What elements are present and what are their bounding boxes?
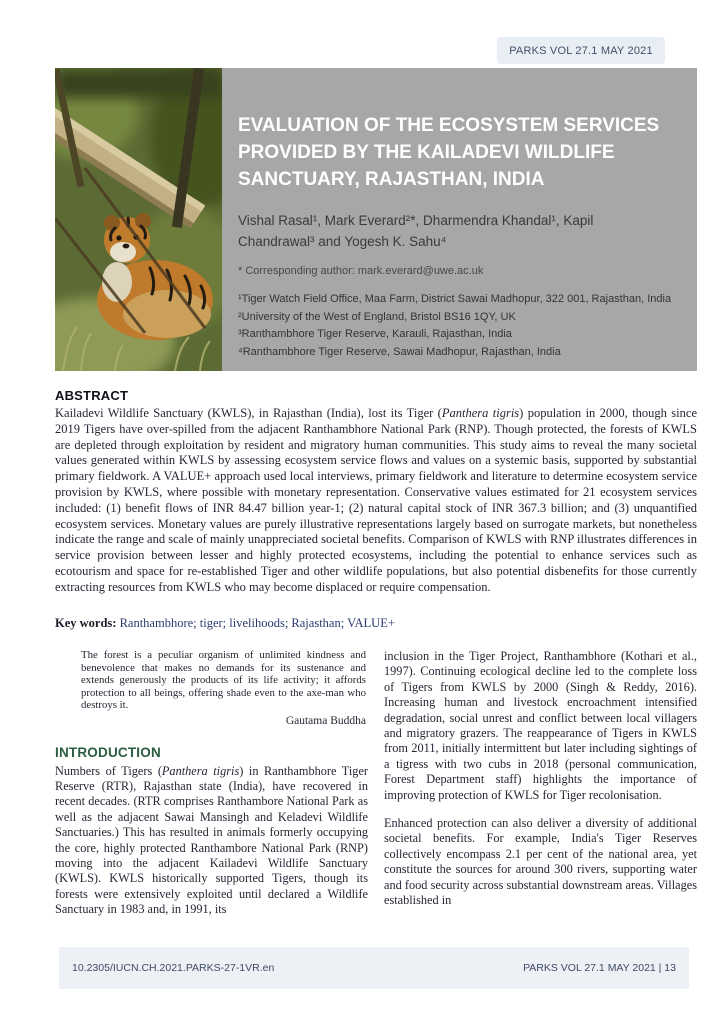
keywords-value: Ranthambhore; tiger; livelihoods; Rajasthan; VALUE+ <box>116 616 395 630</box>
keywords-line <box>55 616 697 631</box>
tiger-photo <box>55 68 222 371</box>
keywords-label: Key words: <box>55 616 117 630</box>
intro-p1-part1: Numbers of Tigers ( <box>55 763 162 778</box>
affiliation-2: ²University of the West of England, Bristol BS16 1QY, UK <box>238 310 516 323</box>
epigraph-quote <box>81 649 366 728</box>
quote-text: The forest is a peculiar organism of unlimited kindness and benevolence that makes no demands for its sustenance and extends generously the products of its life activity; it affords protection to all beings, offering shade even to the axe-man who destroys it. <box>81 649 366 712</box>
affiliation-4: ⁴Ranthambhore Tiger Reserve, Sawai Madhopur, Rajasthan, India <box>238 345 561 358</box>
abstract-text-part2: ) population in 2000, though since 2019 Tigers have over-spilled from the adjacent Ranthambhore National Park (RNP). Though protected, the forests of KWLS are depleted through exploitation by resident and migratory human communities. This study aims to reveal the many societal values generated within KWLS by assessing ecosystem service flows and values on a systemic basis, supported by substantial primary fieldwork. A VALUE+ approach used local interviews, primary fieldwork and literature to determine ecosystem service provision by KWLS, where possible with monetary representation. Conservative values estimated for 21 ecosystem services included: (1) benefit flows of INR 84.47 billion year-1; (2) natural capital stock of INR 367.3 billion; and (3) unquantified ecosystem services. Monetary values are purely illustrative representations largely based on surrogate markets, but nonetheless indicate the range and scale of mainly unappreciated societal benefits. Comparison of KWLS with RNP illustrates differences in service provision between lesser and highly protected ecosystems, including the potential to enhance services such as ecotourism and space for re-established Tiger and other wildlife populations, but also potential disbenefits for those currently extracting resources from KWLS who may become displaced or require compensation. <box>55 406 697 594</box>
abstract-heading: ABSTRACT <box>55 388 129 403</box>
quote-attribution: Gautama Buddha <box>285 714 366 727</box>
intro-p1-part2: ) in Ranthambhore Tiger Reserve (RTR), Rajasthan state (India), have recovered in recent decades. (RTR comprises Ranthambore National Park as well as the adjacent Sawai Mansingh and Keladevi Wildlife Sanctuaries.) This has resulted in animals formerly occupying the core, highly protected Ranthambore National Park (RNP) moving into the adjacent Kailadevi Wildlife Sanctuary (KWLS). KWLS historically supported Tigers, though its forests were extensively exploited until declared a Wildlife Sanctuary in 1983 and, in 1991, its <box>55 763 368 917</box>
left-column <box>55 649 368 918</box>
affiliation-3: ³Ranthambhore Tiger Reserve, Karauli, Rajasthan, India <box>238 328 512 340</box>
introduction-heading: INTRODUCTION <box>55 744 161 760</box>
introduction-paragraph-1 <box>55 764 368 918</box>
affiliation-1: ¹Tiger Watch Field Office, Maa Farm, District Sawai Madhopur, 322 001, Rajasthan, India <box>238 293 672 305</box>
abstract-section <box>55 388 697 596</box>
journal-issue-badge: PARKS VOL 27.1 MAY 2021 <box>497 37 665 64</box>
species-name-italic: Panthera tigris <box>441 406 520 420</box>
right-column <box>384 649 697 918</box>
species-name-italic: Panthera tigris <box>161 763 240 778</box>
doi-text: 10.2305/IUCN.CH.2021.PARKS-27-1VR.en <box>72 962 275 974</box>
article-header <box>55 68 697 371</box>
author-list: Vishal Rasal¹, Mark Everard²*, Dharmendra Khandal¹, Kapil Chandrawal³ and Yogesh K. Sahu⁴ <box>238 213 594 249</box>
header-text <box>222 68 697 371</box>
corresponding-author: * Corresponding author: mark.everard@uwe.ac.uk <box>238 265 484 277</box>
footer-issue-page: PARKS VOL 27.1 MAY 2021 | 13 <box>523 962 676 974</box>
introduction-paragraph-3: Enhanced protection can also deliver a diversity of additional societal benefits. For example, India's Tiger Reserves collectively encompass 2.1 per cent of the national area, yet constitute the sources for around 300 rivers, supporting water and food security across substantial downstream areas. Villages established in <box>384 816 697 908</box>
affiliations <box>238 291 689 361</box>
introduction-paragraph-2: inclusion in the Tiger Project, Ranthambhore (Kothari et al., 1997). Continuing ecological decline led to the complete loss of Tigers from KWLS by 2000 (Singh & Reddy, 2016). Increasing human and livestock encroachment intensified degradation, social unrest and conflict between local villagers and migratory grazers. The reappearance of Tigers in KWLS from 2011, initially intermittent but later including sightings of a tigress with two cubs in 2018 (personal communication, Forest Department staff) highlights the importance of improving protection of KWLS for Tiger recolonisation. <box>384 649 697 802</box>
abstract-text-part1: Kailadevi Wildlife Sanctuary (KWLS), in Rajasthan (India), lost its Tiger ( <box>55 406 442 420</box>
abstract-text <box>55 406 697 596</box>
article-title: EVALUATION OF THE ECOSYSTEM SERVICES PROVIDED BY THE KAILADEVI WILDLIFE SANCTUARY, RAJASTHAN, INDIA <box>238 115 660 190</box>
page-footer <box>59 947 689 989</box>
body-columns <box>55 649 697 918</box>
